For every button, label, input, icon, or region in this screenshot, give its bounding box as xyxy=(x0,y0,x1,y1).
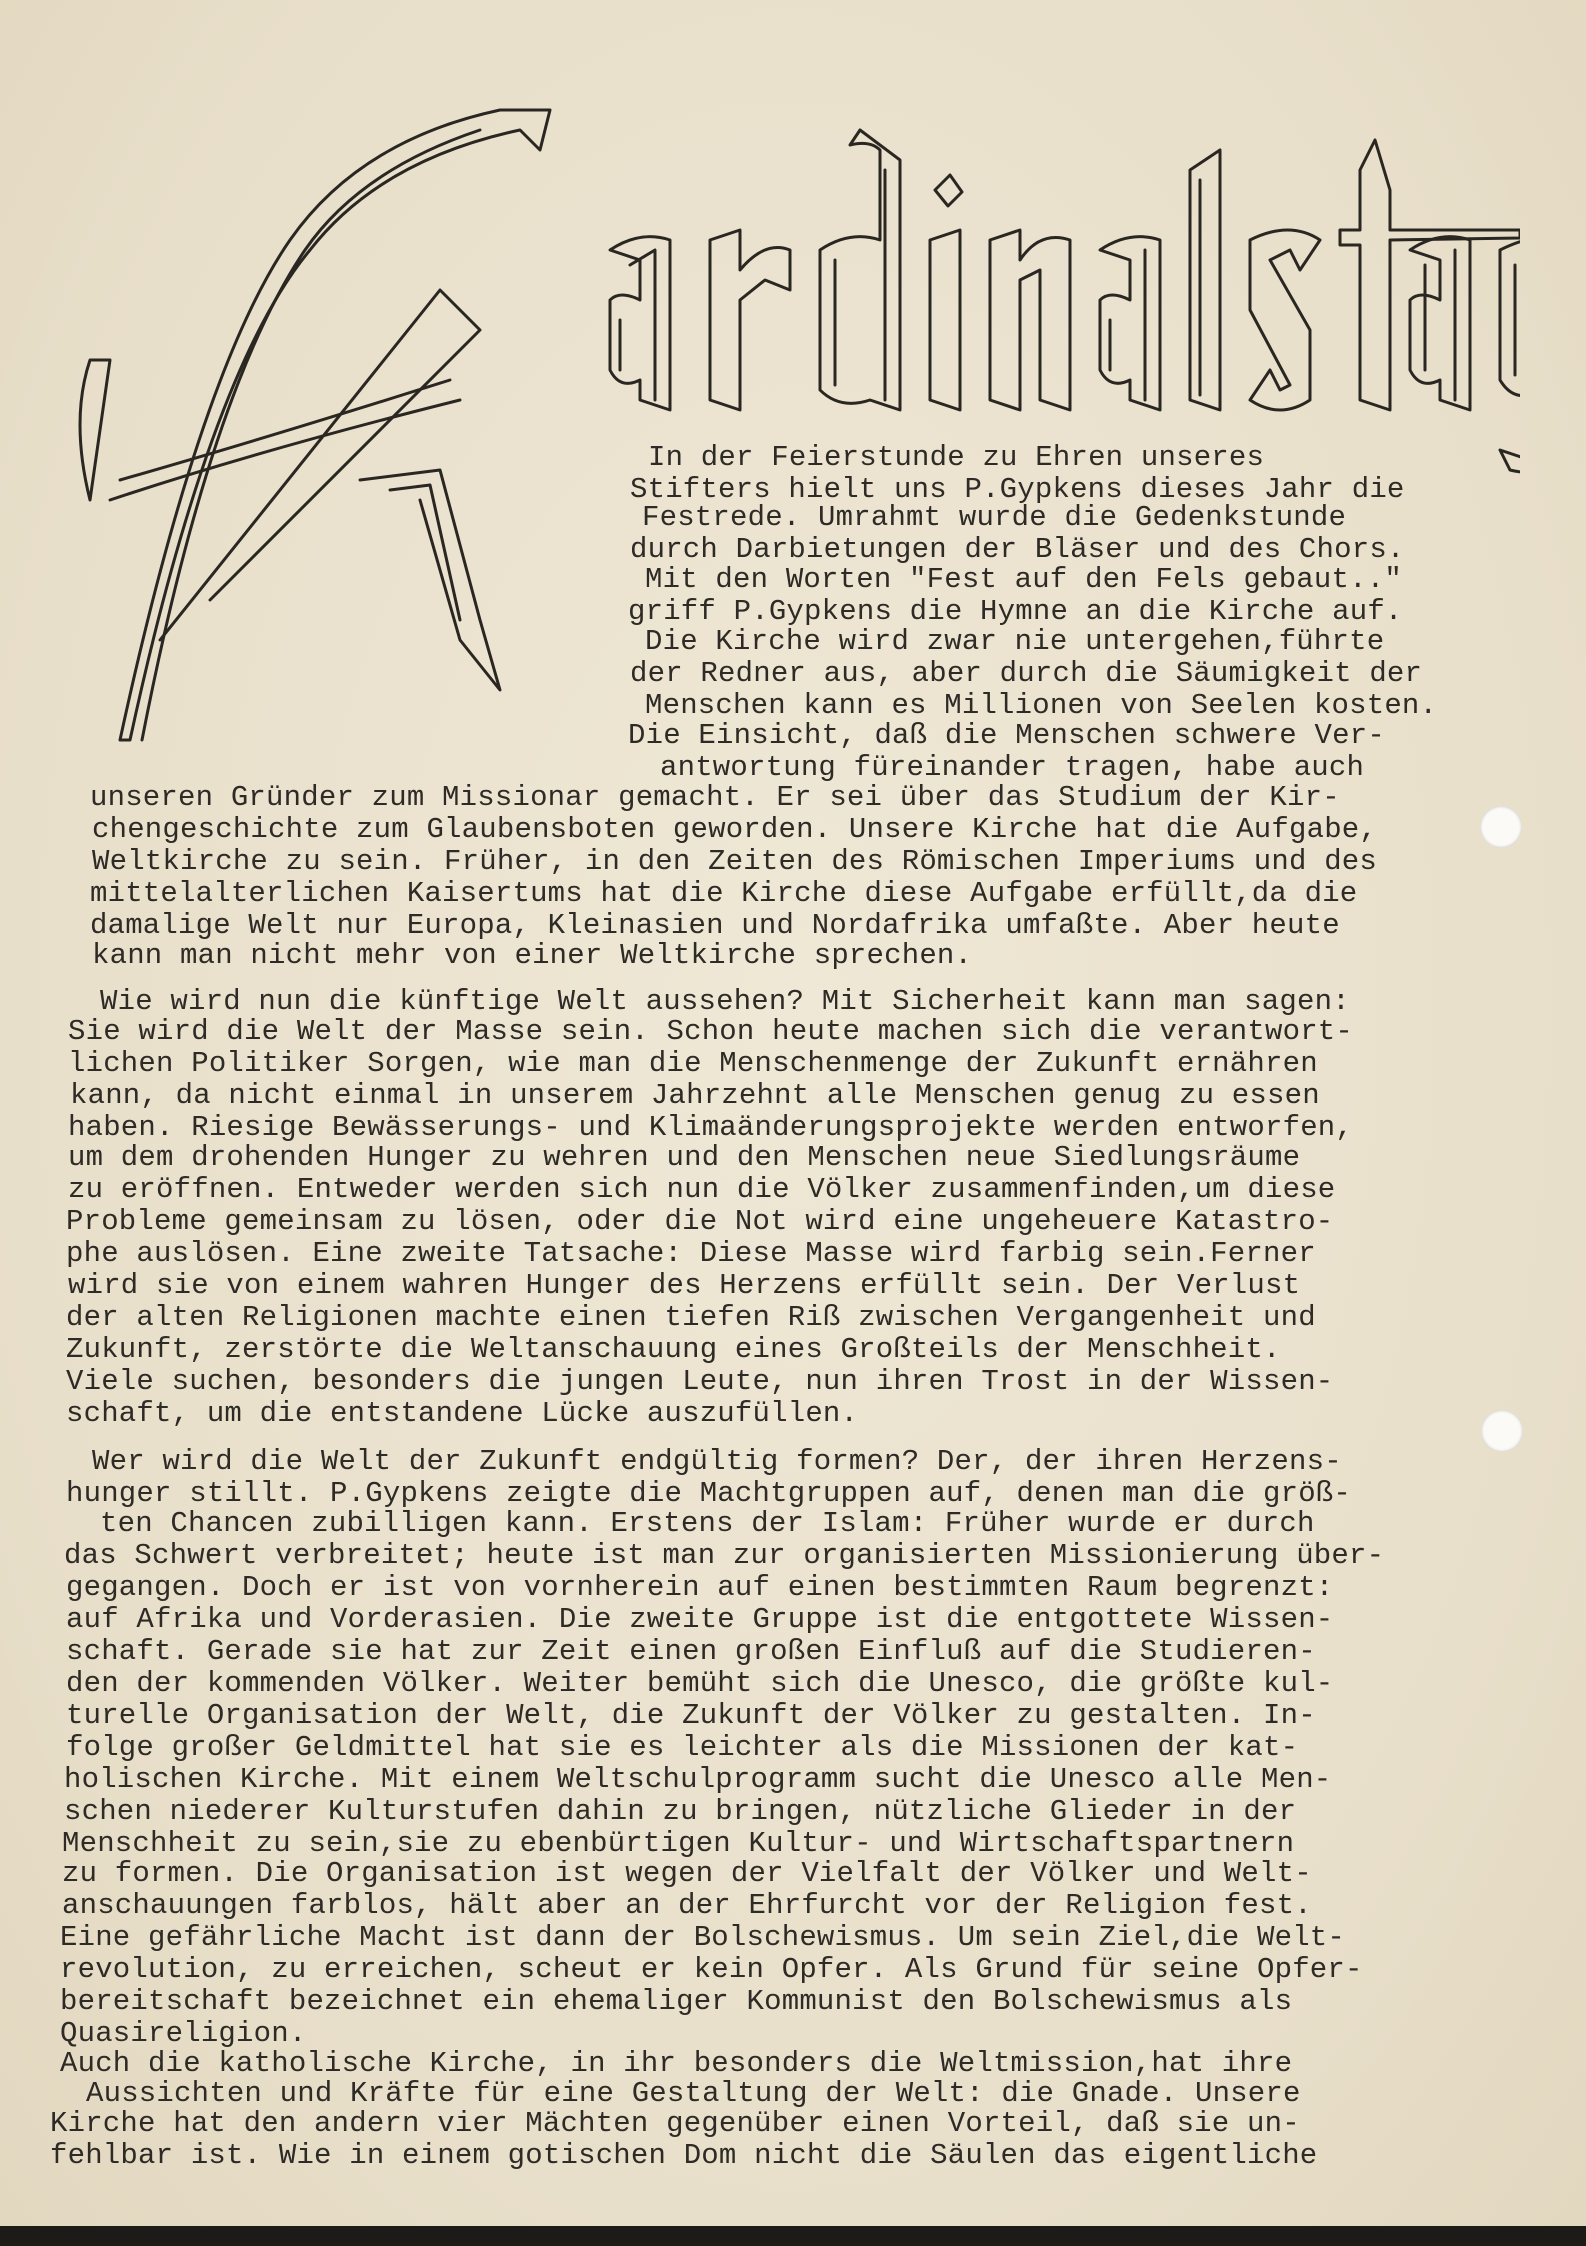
text-line: Weltkirche zu sein. Früher, in den Zeiten des Römischen Imperiums und des xyxy=(92,845,1378,878)
text-line: Kirche hat den andern vier Mächten gegenüber einen Vorteil, daß sie un- xyxy=(50,2107,1300,2140)
text-line: haben. Riesige Bewässerungs- und Klimaänderungsprojekte werden entworfen, xyxy=(68,1111,1354,1144)
text-line: anschauungen farblos, hält aber an der Ehrfurcht vor der Religion fest. xyxy=(62,1889,1312,1922)
text-line: mittelalterlichen Kaisertums hat die Kirche diese Aufgabe erfüllt,da die xyxy=(90,877,1358,910)
text-line: Probleme gemeinsam zu lösen, oder die Not wird eine ungeheuere Katastro- xyxy=(66,1205,1334,1238)
text-line: Festrede. Umrahmt wurde die Gedenkstunde xyxy=(642,501,1347,534)
text-line: Quasireligion. xyxy=(60,2017,307,2050)
text-line: zu eröffnen. Entweder werden sich nun die Völker zusammenfinden,um diese xyxy=(68,1173,1336,1206)
text-line: um dem drohenden Hunger zu wehren und den Menschen neue Siedlungsräume xyxy=(68,1141,1301,1174)
text-line: phe auslösen. Eine zweite Tatsache: Diese Masse wird farbig sein.Ferner xyxy=(66,1237,1316,1270)
text-line: revolution, zu erreichen, scheut er kein Opfer. Als Grund für seine Opfer- xyxy=(60,1953,1363,1986)
text-line: Eine gefährliche Macht ist dann der Bolschewismus. Um sein Ziel,die Welt- xyxy=(60,1921,1346,1954)
scan-bottom-edge xyxy=(0,2226,1586,2246)
text-line: hunger stillt. P.Gypkens zeigte die Machtgruppen auf, denen man die größ- xyxy=(66,1477,1352,1510)
text-line: auf Afrika und Vorderasien. Die zweite Gruppe ist die entgottete Wissen- xyxy=(66,1603,1334,1636)
text-line: der Redner aus, aber durch die Säumigkeit der xyxy=(630,657,1423,690)
text-line: zu formen. Die Organisation ist wegen der Vielfalt der Völker und Welt- xyxy=(62,1857,1312,1890)
text-line: schen niederer Kulturstufen dahin zu bringen, nützliche Glieder in der xyxy=(64,1795,1297,1828)
text-line: Zukunft, zerstörte die Weltanschauung eines Großteils der Menschheit. xyxy=(66,1333,1281,1366)
text-line: fehlbar ist. Wie in einem gotischen Dom nicht die Säulen das eigentliche xyxy=(50,2139,1318,2172)
text-line: Auch die katholische Kirche, in ihr besonders die Weltmission,hat ihre xyxy=(60,2047,1293,2080)
text-line: den der kommenden Völker. Weiter bemüht sich die Unesco, die größte kul- xyxy=(66,1667,1334,1700)
text-line: Viele suchen, besonders die jungen Leute, nun ihren Trost in der Wissen- xyxy=(66,1365,1334,1398)
text-line: Menschheit zu sein,sie zu ebenbürtigen Kultur- und Wirtschaftspartnern xyxy=(62,1827,1295,1860)
text-line: Wer wird die Welt der Zukunft endgültig formen? Der, der ihren Herzens- xyxy=(92,1445,1342,1478)
text-line: Die Einsicht, daß die Menschen schwere Ver- xyxy=(628,719,1385,752)
text-line: kann man nicht mehr von einer Weltkirche sprechen. xyxy=(92,939,973,972)
text-line: bereitschaft bezeichnet ein ehemaliger Kommunist den Bolschewismus als xyxy=(60,1985,1293,2018)
text-line: Aussichten und Kräfte für eine Gestaltung der Welt: die Gnade. Unsere xyxy=(86,2077,1301,2110)
text-line: turelle Organisation der Welt, die Zukunft der Völker zu gestalten. In- xyxy=(66,1699,1316,1732)
text-line: damalige Welt nur Europa, Kleinasien und Nordafrika umfaßte. Aber heute xyxy=(90,909,1340,942)
text-line: Sie wird die Welt der Masse sein. Schon heute machen sich die verantwort- xyxy=(68,1015,1354,1048)
punch-hole xyxy=(1481,1410,1523,1452)
text-line: antwortung füreinander tragen, habe auch xyxy=(660,751,1365,784)
text-line: schaft, um die entstandene Lücke auszufüllen. xyxy=(66,1397,859,1430)
text-line: chengeschichte zum Glaubensboten geworden. Unsere Kirche hat die Aufgabe, xyxy=(92,813,1378,846)
text-line: schaft. Gerade sie hat zur Zeit einen großen Einfluß auf die Studieren- xyxy=(66,1635,1316,1668)
text-line: Wie wird nun die künftige Welt aussehen? Mit Sicherheit kann man sagen: xyxy=(100,985,1350,1018)
text-line: Menschen kann es Millionen von Seelen kosten. xyxy=(645,689,1438,722)
text-line: wird sie von einem wahren Hunger des Herzens erfüllt sein. Der Verlust xyxy=(68,1269,1301,1302)
punch-hole xyxy=(1480,806,1522,848)
text-line: folge großer Geldmittel hat sie es leichter als die Missionen der kat- xyxy=(66,1731,1299,1764)
text-line: durch Darbietungen der Bläser und des Chors. xyxy=(630,533,1405,566)
text-line: der alten Religionen machte einen tiefen Riß zwischen Vergangenheit und xyxy=(66,1301,1316,1334)
text-line: ten Chancen zubilligen kann. Erstens der Islam: Früher wurde er durch xyxy=(100,1507,1315,1540)
text-line: holischen Kirche. Mit einem Weltschulprogramm sucht die Unesco alle Men- xyxy=(64,1763,1332,1796)
text-line: Mit den Worten "Fest auf den Fels gebaut.." xyxy=(645,563,1402,596)
text-line: lichen Politiker Sorgen, wie man die Menschenmenge der Zukunft ernähren xyxy=(68,1047,1318,1080)
text-line: kann, da nicht einmal in unserem Jahrzehnt alle Menschen genug zu essen xyxy=(70,1079,1320,1112)
text-line: gegangen. Doch er ist von vornherein auf einen bestimmten Raum begrenzt: xyxy=(66,1571,1334,1604)
text-line: unseren Gründer zum Missionar gemacht. Er sei über das Studium der Kir- xyxy=(90,781,1340,814)
text-line: griff P.Gypkens die Hymne an die Kirche auf. xyxy=(628,595,1403,628)
text-line: Die Kirche wird zwar nie untergehen,führte xyxy=(645,625,1385,658)
text-line: In der Feierstunde zu Ehren unseres xyxy=(648,441,1265,474)
text-line: Stifters hielt uns P.Gypkens dieses Jahr die xyxy=(630,473,1405,506)
text-line: das Schwert verbreitet; heute ist man zur organisierten Missionierung über- xyxy=(64,1539,1385,1572)
